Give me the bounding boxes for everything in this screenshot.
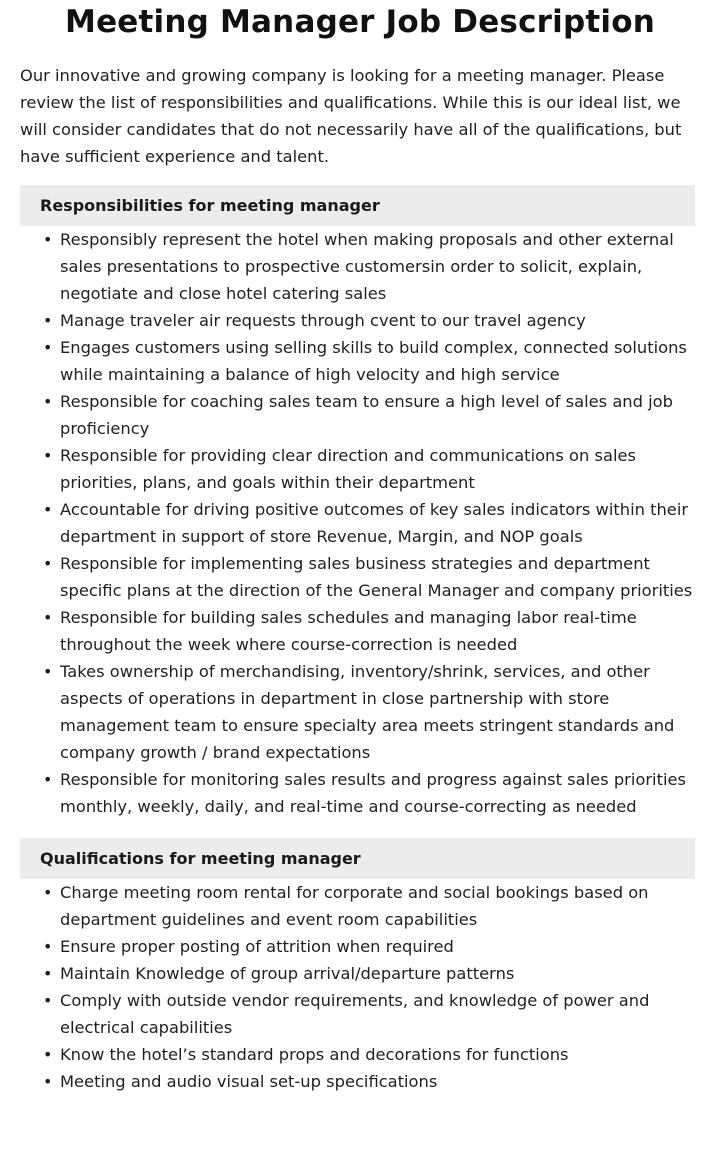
- bullet-icon: •: [43, 608, 53, 627]
- list-item-text: Comply with outside vendor requirements, and knowledge of power and electrical capabilities: [60, 991, 650, 1037]
- bullet-icon: •: [43, 230, 53, 249]
- bullet-icon: •: [43, 662, 53, 681]
- qualifications-heading: Qualifications for meeting manager: [20, 838, 695, 879]
- responsibilities-list: [0, 226, 720, 820]
- list-item-text: Accountable for driving positive outcomes of key sales indicators within their department in support of store Revenue, Margin, and NOP goals: [60, 500, 689, 546]
- qualifications-list: [0, 879, 720, 1095]
- list-item: [43, 496, 720, 550]
- list-item-text: Meeting and audio visual set-up specifications: [60, 1072, 438, 1091]
- list-item: [43, 766, 720, 820]
- bullet-icon: •: [43, 1045, 53, 1064]
- bullet-icon: •: [43, 338, 53, 357]
- list-item: [43, 933, 720, 960]
- list-item: [43, 388, 720, 442]
- bullet-icon: •: [43, 500, 53, 519]
- page-title: Meeting Manager Job Description: [65, 4, 655, 40]
- bullet-icon: •: [43, 554, 53, 573]
- list-item-text: Responsible for implementing sales business strategies and department specific plans at the direction of the General Manager and company priorities: [60, 554, 693, 600]
- list-item: [43, 1041, 720, 1068]
- bullet-icon: •: [43, 991, 53, 1010]
- list-item: [43, 879, 720, 933]
- bullet-icon: •: [43, 964, 53, 983]
- list-item-text: Manage traveler air requests through cvent to our travel agency: [60, 311, 586, 330]
- list-item: [43, 987, 720, 1041]
- list-item-text: Maintain Knowledge of group arrival/departure patterns: [60, 964, 515, 983]
- bullet-icon: •: [43, 937, 53, 956]
- list-item: [43, 307, 720, 334]
- list-item: [43, 226, 720, 307]
- intro-paragraph: Our innovative and growing company is looking for a meeting manager. Please review the list of responsibilities and qualifications. While this is our ideal list, we will consider candidates that do not necessarily have all of the qualifications, but have sufficient experience and talent.: [20, 66, 682, 166]
- bullet-icon: •: [43, 1072, 53, 1091]
- bullet-icon: •: [43, 311, 53, 330]
- list-item: [43, 442, 720, 496]
- list-item-text: Takes ownership of merchandising, inventory/shrink, services, and other aspects of operations in department in close partnership with store management team to ensure specialty area meets stringent standards and company growth / brand expectations: [60, 662, 675, 762]
- list-item-text: Responsibly represent the hotel when making proposals and other external sales presentations to prospective customersin order to solicit, explain, negotiate and close hotel catering sales: [60, 230, 674, 303]
- list-item: [43, 334, 720, 388]
- bullet-icon: •: [43, 446, 53, 465]
- list-item-text: Responsible for monitoring sales results and progress against sales priorities monthly, weekly, daily, and real-time and course-correcting as needed: [60, 770, 686, 816]
- responsibilities-heading: Responsibilities for meeting manager: [20, 185, 695, 226]
- list-item: [43, 960, 720, 987]
- list-item-text: Responsible for coaching sales team to ensure a high level of sales and job proficiency: [60, 392, 673, 438]
- bullet-icon: •: [43, 883, 53, 902]
- list-item: [43, 658, 720, 766]
- list-item: [43, 1068, 720, 1095]
- list-item-text: Ensure proper posting of attrition when required: [60, 937, 454, 956]
- list-item-text: Know the hotel’s standard props and decorations for functions: [60, 1045, 569, 1064]
- list-item: [43, 550, 720, 604]
- list-item-text: Charge meeting room rental for corporate and social bookings based on department guidelines and event room capabilities: [60, 883, 649, 929]
- bullet-icon: •: [43, 392, 53, 411]
- bullet-icon: •: [43, 770, 53, 789]
- list-item: [43, 604, 720, 658]
- list-item-text: Responsible for providing clear direction and communications on sales priorities, plans, and goals within their department: [60, 446, 636, 492]
- list-item-text: Engages customers using selling skills to build complex, connected solutions while maintaining a balance of high velocity and high service: [60, 338, 687, 384]
- list-item-text: Responsible for building sales schedules and managing labor real-time throughout the week where course-correction is needed: [60, 608, 637, 654]
